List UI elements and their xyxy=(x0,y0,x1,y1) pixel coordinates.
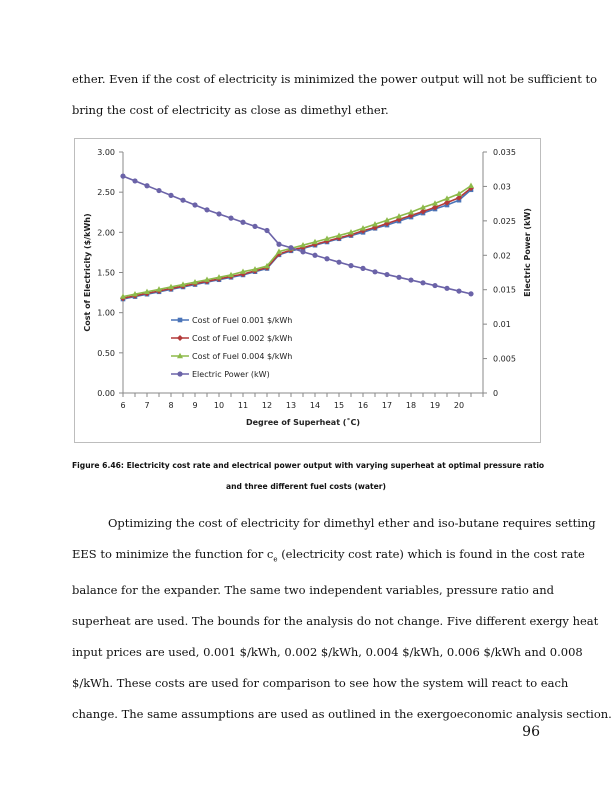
data-point-series-3 xyxy=(156,188,161,193)
data-point-series-3 xyxy=(144,183,149,188)
x-tick-label: 8 xyxy=(168,401,174,410)
text-line: change. The same assumptions are used as outlined in the exergoeconomic analysis section. xyxy=(72,707,612,722)
data-point-series-3 xyxy=(348,263,353,268)
x-tick-label: 10 xyxy=(213,401,225,410)
data-point-series-3 xyxy=(456,288,461,293)
text-line: bring the cost of electricity as close as dimethyl ether. xyxy=(72,103,389,117)
y-left-tick-label: 2.50 xyxy=(97,188,115,198)
y-axis-right-title: Electric Power (kW) xyxy=(523,208,532,297)
bottom-paragraph xyxy=(72,508,612,730)
y-right-tick-label: 0.025 xyxy=(493,216,516,226)
data-point-series-3 xyxy=(372,269,377,274)
x-tick-label: 20 xyxy=(453,401,465,410)
data-point-series-3 xyxy=(132,178,137,183)
data-point-series-3 xyxy=(444,286,449,291)
x-tick-label: 11 xyxy=(237,401,249,410)
data-point-series-3 xyxy=(240,220,245,225)
data-point-series-3 xyxy=(312,253,317,258)
y-right-tick-label: 0.02 xyxy=(493,251,511,261)
text-line: input prices are used, 0.001 $/kWh, 0.002 $/kWh, 0.004 $/kWh, 0.006 $/kWh and 0.008 xyxy=(72,645,583,660)
y-right-tick-label: 0.03 xyxy=(493,182,511,192)
y-right-tick-label: 0.035 xyxy=(493,148,516,157)
data-point-series-3 xyxy=(216,211,221,216)
data-point-series-3 xyxy=(264,228,269,233)
y-left-tick-label: 1.50 xyxy=(97,268,115,278)
data-point-series-3 xyxy=(432,283,437,288)
data-point-series-3 xyxy=(120,174,125,179)
data-point-series-3 xyxy=(228,216,233,221)
figure-caption-line1: Figure 6.46: Electricity cost rate and electrical power output with varying superheat at optimal pressure ratio xyxy=(72,461,545,470)
legend-swatch-marker xyxy=(177,335,183,341)
x-tick-label: 17 xyxy=(381,401,393,410)
text-line: ether. Even if the cost of electricity is minimized the power output will not be sufficient to xyxy=(72,72,598,86)
x-tick-label: 14 xyxy=(309,401,321,410)
legend-swatch-marker xyxy=(178,318,183,323)
legend-label: Cost of Fuel 0.004 $/kWh xyxy=(192,352,293,361)
data-point-series-3 xyxy=(384,272,389,277)
y-left-tick-label: 0.00 xyxy=(97,389,115,398)
data-point-series-3 xyxy=(288,245,293,250)
data-point-series-3 xyxy=(336,260,341,265)
text-line: superheat are used. The bounds for the analysis do not change. Five different exergy heat xyxy=(72,614,599,629)
y-axis-left-title: Cost of Electricity ($/kWh) xyxy=(83,213,92,332)
x-tick-label: 15 xyxy=(333,401,345,410)
data-point-series-3 xyxy=(360,266,365,271)
legend-label: Electric Power (kW) xyxy=(192,370,270,379)
data-point-series-3 xyxy=(468,291,473,296)
series-line-2 xyxy=(123,186,471,297)
x-tick-label: 6 xyxy=(120,401,126,410)
x-tick-label: 12 xyxy=(261,401,273,410)
data-point-series-3 xyxy=(408,277,413,282)
y-right-tick-label: 0.015 xyxy=(493,285,516,295)
chart-svg xyxy=(75,139,542,444)
legend-label: Cost of Fuel 0.002 $/kWh xyxy=(192,334,293,343)
data-point-series-3 xyxy=(168,193,173,198)
data-point-series-3 xyxy=(396,275,401,280)
data-point-series-3 xyxy=(324,256,329,261)
x-tick-label: 9 xyxy=(192,401,198,410)
data-point-series-3 xyxy=(180,198,185,203)
y-right-tick-label: 0 xyxy=(493,389,499,398)
text-fragment: (electricity cost rate) which is found in the cost rate xyxy=(281,547,585,561)
x-tick-label: 13 xyxy=(285,401,297,410)
text-line: balance for the expander. The same two independent variables, pressure ratio and xyxy=(72,583,555,598)
legend-swatch-marker xyxy=(177,371,182,376)
y-right-tick-label: 0.005 xyxy=(493,354,516,364)
figure-caption-line2: and three different fuel costs (water) xyxy=(226,482,386,491)
y-left-tick-label: 1.00 xyxy=(97,308,115,318)
y-left-tick-label: 2.00 xyxy=(97,228,115,238)
x-tick-label: 18 xyxy=(405,401,417,410)
x-axis-title: Degree of Superheat (˚C) xyxy=(245,418,361,427)
y-right-tick-label: 0.01 xyxy=(493,320,511,330)
x-tick-label: 19 xyxy=(429,401,441,410)
text-line: Optimizing the cost of electricity for dimethyl ether and iso-butane requires setting xyxy=(108,516,596,530)
x-tick-label: 7 xyxy=(144,401,150,410)
figure-chart xyxy=(74,138,541,443)
text-fragment: EES to minimize the function for xyxy=(72,547,264,561)
data-point-series-3 xyxy=(276,242,281,247)
legend-label: Cost of Fuel 0.001 $/kWh xyxy=(192,316,293,325)
data-point-series-3 xyxy=(252,224,257,229)
data-point-series-3 xyxy=(420,280,425,285)
data-point-series-3 xyxy=(204,207,209,212)
text-line: $/kWh. These costs are used for comparison to see how the system will react to each xyxy=(72,676,569,691)
x-tick-label: 16 xyxy=(357,401,369,410)
top-paragraph xyxy=(72,64,598,126)
series-line-3 xyxy=(123,176,471,294)
data-point-series-3 xyxy=(192,202,197,207)
page-number: 96 xyxy=(522,724,540,740)
text-line-with-symbol xyxy=(72,539,585,575)
data-point-series-3 xyxy=(300,249,305,254)
electricity-cost-symbol: $c_e$ xyxy=(266,547,278,564)
y-left-tick-label: 0.50 xyxy=(97,348,115,358)
y-left-tick-label: 3.00 xyxy=(97,148,115,157)
data-point-series-2 xyxy=(468,183,474,188)
